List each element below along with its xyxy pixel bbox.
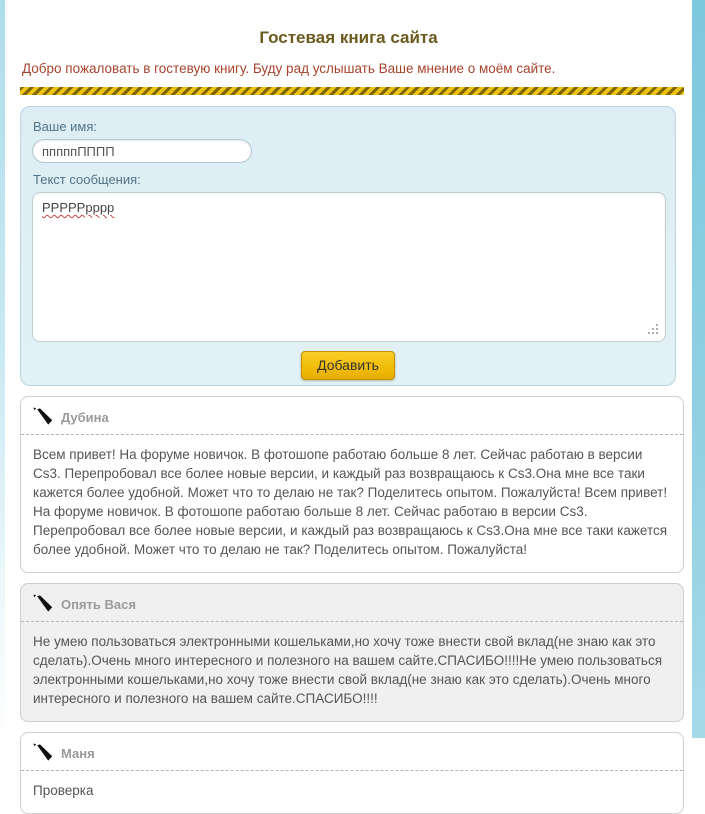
guestbook-page xyxy=(5,13,692,798)
header-water-banner xyxy=(0,0,705,13)
entry-header xyxy=(21,584,683,622)
submit-row xyxy=(32,351,664,380)
pen-icon xyxy=(33,743,53,763)
resize-grip-icon[interactable] xyxy=(647,323,659,335)
name-input[interactable] xyxy=(32,139,252,163)
entry-message: Всем привет! На форуме новичок. В фотошопе работаю больше 8 лет. Сейчас работаю в версии Cs3. Перепробовал все более новые версии, и каждый раз возвращаюсь к Cs3.Она мне все таки кажется более удобной. Может что то делаю не так? Поделитесь опытом. Пожалуйста! Всем привет! На форуме новичок. В фотошопе работаю больше 8 лет. Сейчас работаю в версии Cs3. Перепробовал все более новые версии, и каждый раз возвращаюсь к Cs3.Она мне все таки кажется более удобной. Может что то делаю не так? Поделитесь опытом. Пожалуйста! xyxy=(33,447,668,557)
name-label: Ваше имя: xyxy=(33,119,98,134)
guestbook-entry xyxy=(20,583,684,722)
guestbook-entry xyxy=(20,732,684,814)
background-right-strip xyxy=(692,0,705,738)
message-label: Текст сообщения: xyxy=(33,172,141,187)
entry-author: Маня xyxy=(61,745,95,761)
pen-icon xyxy=(33,594,53,614)
page-title: Гостевая книга сайта xyxy=(259,28,438,47)
entry-header xyxy=(21,733,683,771)
message-text: РРРРРрррр xyxy=(42,200,115,215)
entry-message: Не умею пользоваться электронными кошельками,но хочу тоже внести свой вклад(не знаю как это сделать).Очень много интересного и полезного на вашем сайте.СПАСИБО!!!!Не умею пользоваться электронными кошельками,но хочу тоже внести свой вклад(не знаю как это сделать).Очень много интересного и полезного на вашем сайте.СПАСИБО!!!! xyxy=(33,634,663,706)
entry-author: Опять Вася xyxy=(61,596,136,612)
guestbook-form xyxy=(20,106,676,386)
welcome-message: Добро пожаловать в гостевую книгу. Буду рад услышать Ваше мнение о моём сайте. xyxy=(22,61,556,76)
submit-button[interactable]: Добавить xyxy=(301,351,395,380)
entry-header xyxy=(21,397,683,435)
guestbook-entry xyxy=(20,396,684,573)
entry-message: Проверка xyxy=(33,783,94,798)
striped-divider xyxy=(20,87,684,95)
entry-author: Дубина xyxy=(61,409,109,425)
message-textarea[interactable] xyxy=(32,192,666,342)
pen-icon xyxy=(33,407,53,427)
